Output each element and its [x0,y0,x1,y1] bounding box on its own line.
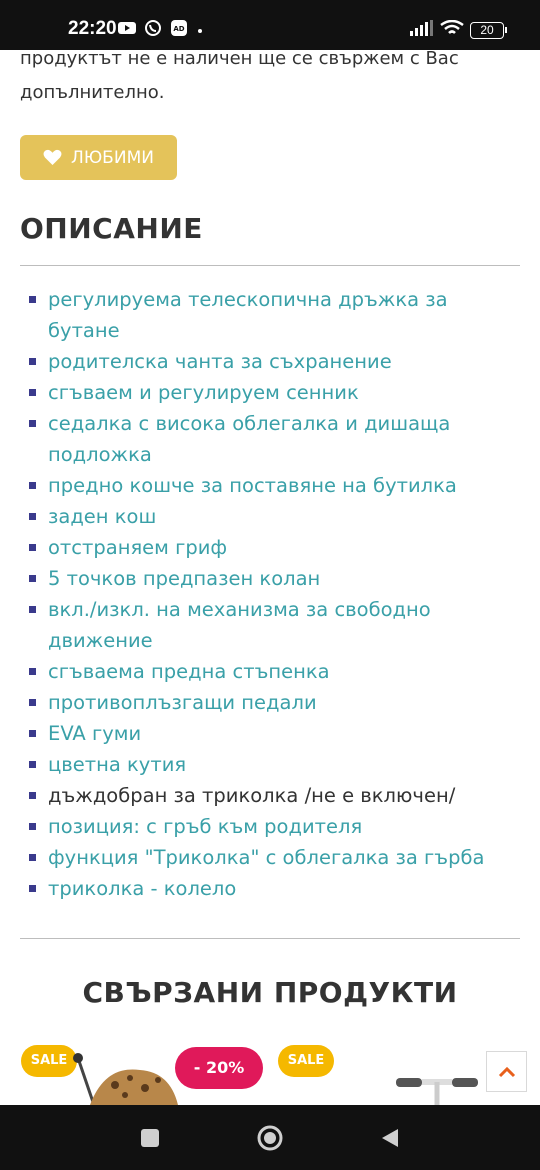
bullet-icon [29,854,36,861]
battery-icon: 20 [470,22,504,39]
description-list-item[interactable] [20,656,520,687]
recent-apps-button[interactable] [135,1123,165,1153]
bullet-icon [29,792,36,799]
product-image[interactable] [70,1050,180,1105]
description-list [20,284,520,904]
sale-badge: SALE [21,1045,77,1077]
status-bar [0,0,540,50]
description-title: ОПИСАНИЕ [20,212,203,245]
description-item-text: регулируема телескопична дръжка за бутане [48,288,448,342]
description-list-item[interactable] [20,687,520,718]
discount-badge: - 20% [175,1047,263,1089]
divider [20,938,520,939]
bullet-icon [29,761,36,768]
description-list-item[interactable] [20,346,520,377]
bullet-icon [29,296,36,303]
bullet-icon [29,358,36,365]
description-item-text: сгъваем и регулируем сенник [48,381,359,404]
divider [20,265,520,266]
home-button[interactable] [255,1123,285,1153]
back-button[interactable] [375,1123,405,1153]
description-list-item[interactable] [20,594,520,656]
product-image[interactable] [392,1070,482,1105]
description-item-text: сгъваема предна стъпенка [48,660,330,683]
description-list-item[interactable] [20,842,520,873]
bullet-icon [29,482,36,489]
description-item-text: предно кошче за поставяне на бутилка [48,474,457,497]
bullet-icon [29,513,36,520]
description-item-text: триколка - колело [48,877,237,900]
chevron-up-icon [498,1066,516,1078]
description-list-item[interactable] [20,532,520,563]
description-list-item[interactable] [20,377,520,408]
description-item-text: отстраняем гриф [48,536,228,559]
bullet-icon [29,823,36,830]
description-list-item[interactable] [20,563,520,594]
svg-text:AD: AD [173,25,185,33]
description-list-item[interactable] [20,873,520,904]
availability-note: продуктът не е наличен ще се свържем с Вас допълнително. [20,50,459,103]
product-page[interactable] [0,50,540,1105]
description-list-item[interactable] [20,718,520,749]
navigation-bar [0,1105,540,1170]
description-item-text: позиция: с гръб към родителя [48,815,363,838]
bullet-icon [29,389,36,396]
scroll-to-top-button[interactable] [486,1051,527,1092]
favorites-label: ЛЮБИМИ [71,147,154,168]
description-item-text: функция "Триколка" с облегалка за гърба [48,846,485,869]
bullet-icon [29,668,36,675]
favorites-button[interactable] [20,135,177,180]
status-time: 22:20 [68,18,117,39]
wifi-icon [440,20,464,36]
heart-icon [43,149,62,166]
back-triangle-icon [380,1127,400,1149]
sale-badge: SALE [278,1045,334,1077]
description-item-text: седалка с висока облегалка и дишаща подложка [48,412,451,466]
bullet-icon [29,420,36,427]
description-list-item[interactable] [20,408,520,470]
bullet-icon [29,606,36,613]
home-circle-icon [256,1124,284,1152]
description-item-text: цветна кутия [48,753,187,776]
bullet-icon [29,575,36,582]
ad-blocker-icon [170,20,188,36]
description-list-item [20,780,520,811]
description-item-text: EVA гуми [48,722,142,745]
viber-icon [144,20,162,36]
description-item-text: родителска чанта за съхранение [48,350,392,373]
description-list-item[interactable] [20,501,520,532]
related-products-title: СВЪРЗАНИ ПРОДУКТИ [82,976,458,1009]
square-icon [140,1128,160,1148]
description-list-item[interactable] [20,470,520,501]
notification-dot [198,29,202,33]
signal-icon [410,20,434,36]
bullet-icon [29,730,36,737]
description-list-item[interactable] [20,811,520,842]
bullet-icon [29,885,36,892]
description-list-item[interactable] [20,284,520,346]
description-item-text: противоплъзгащи педали [48,691,317,714]
youtube-icon [118,20,136,36]
description-item-text: заден кош [48,505,157,528]
description-list-item[interactable] [20,749,520,780]
description-item-text: 5 точков предпазен колан [48,567,321,590]
bullet-icon [29,699,36,706]
bullet-icon [29,544,36,551]
description-item-text: вкл./изкл. на механизма за свободно движение [48,598,431,652]
description-item-text: дъждобран за триколка /не е включен/ [48,784,456,807]
